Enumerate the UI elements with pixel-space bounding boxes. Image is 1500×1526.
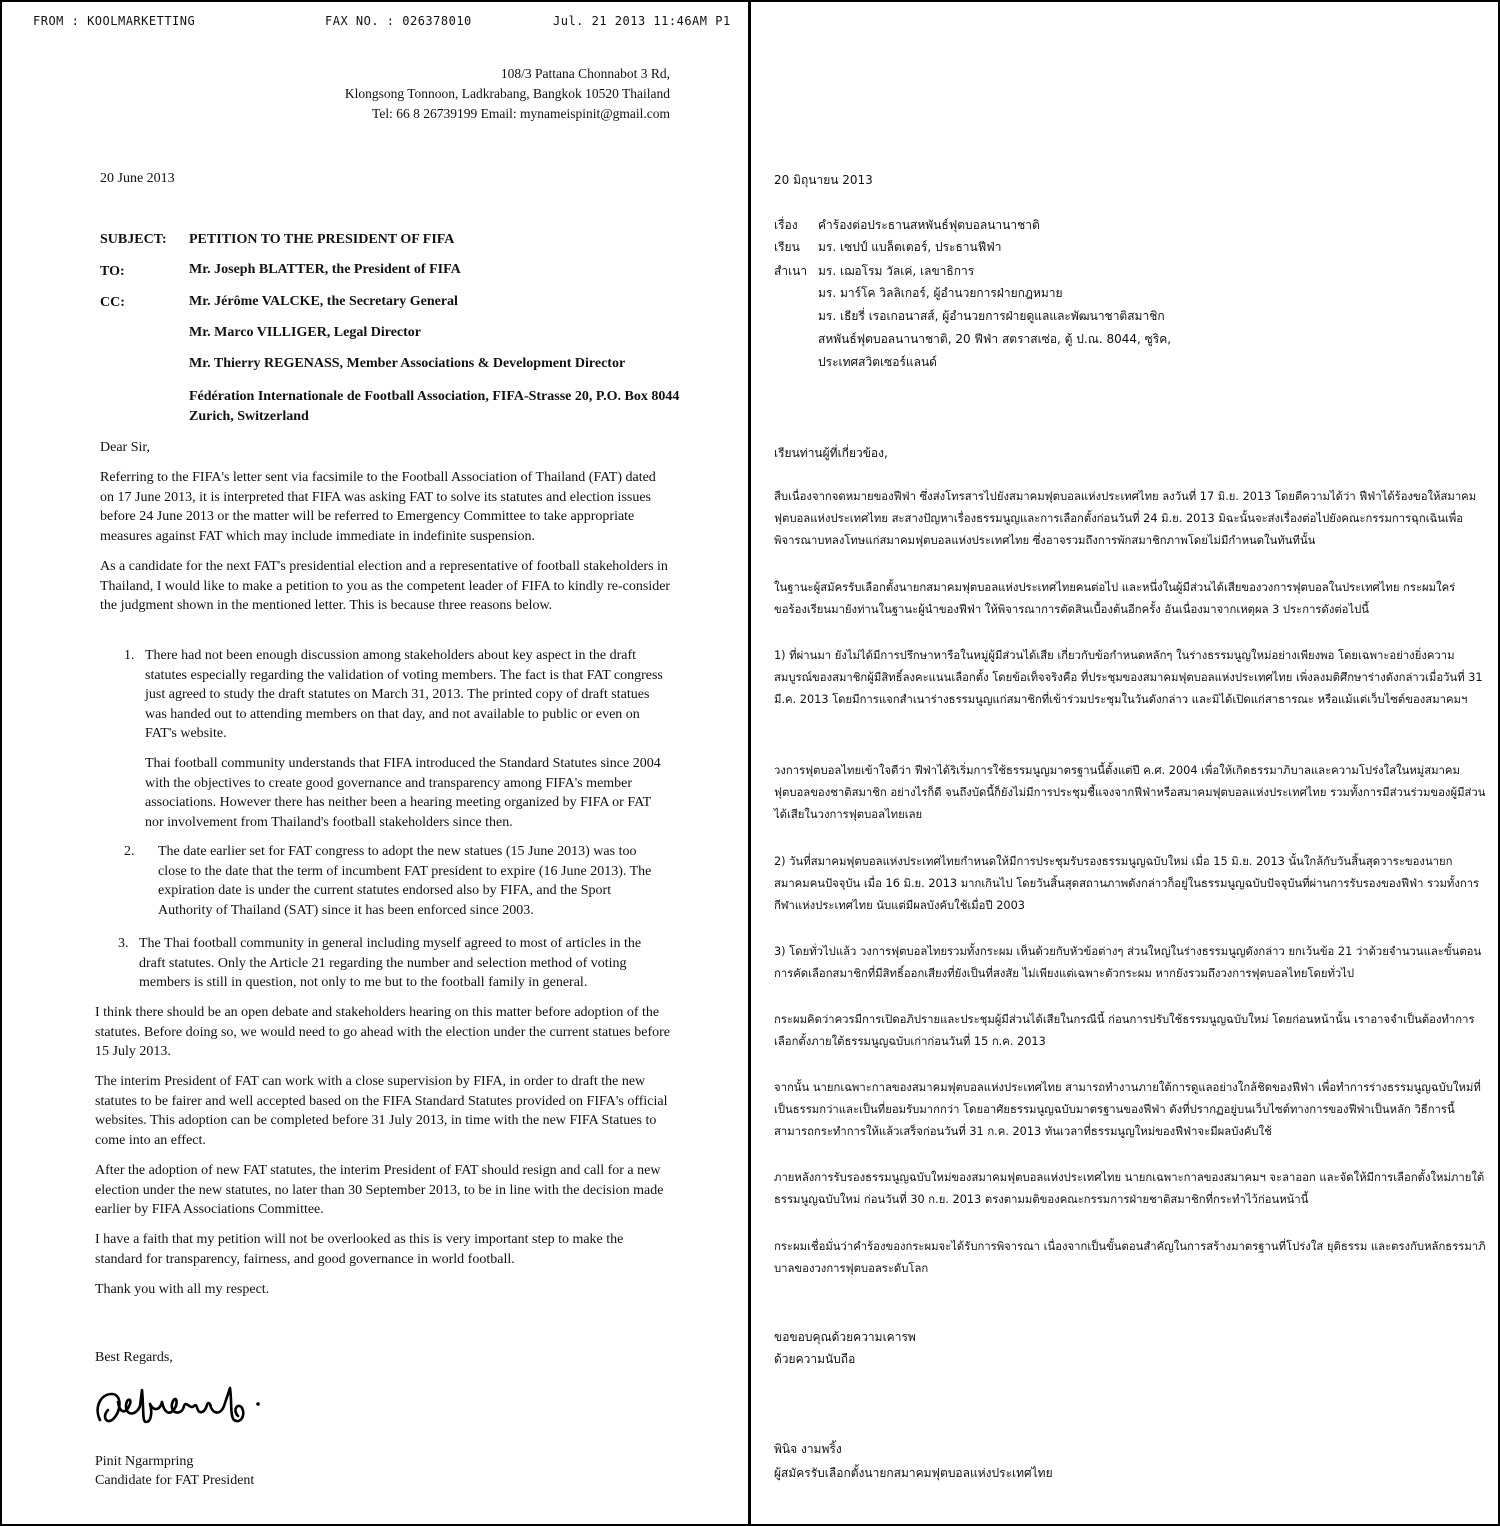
thai-signer-name: พินิจ งามพริ้ง	[774, 1442, 842, 1456]
thai-letter	[751, 0, 1500, 1526]
signer-name: Pinit Ngarmpring	[95, 1454, 194, 1469]
thai-reason-1: 1) ที่ผ่านมา ยังไม่ได้มีการปรึกษาหารือในหมู่ผู้มีส่วนได้เสีย เกี่ยวกับข้อกำหนดหลักๆ ในร่างธรรมนูญใหม่อย่างเพียงพอ โดยเฉพาะอย่างยิ่งความสมบูรณ์ของสมาชิกผู้มีสิทธิ์ลงคะแนนเลือกตั้ง โดยข้อเท็จจริงคือ ที่ประชุมของสมาคมฟุตบอลแห่งประเทศไทย เพิ่งลงมติศึกษาร่างดังกล่าวเมื่อวันที่ 31 มี.ค. 2013 โดยมีการแจกสำเนาร่างธรรมนูญแก่สมาชิกที่เข้าร่วมประชุมในวันดังกล่าว และมิได้เปิดแก่สาธารณะ หรือแม้แต่เว็บไซต์ของสมาคมฯ	[774, 649, 1483, 706]
closing: Best Regards,	[95, 1350, 173, 1365]
thai-paragraph-petition: ในฐานะผู้สมัครรับเลือกตั้งนายกสมาคมฟุตบอลแห่งประเทศไทยคนต่อไป และหนึ่งในผู้มีส่วนได้เสียของวงการฟุตบอลในประเทศไทย กระผมใคร่ขอร้องเรียนมายังท่านในฐานะผู้นำของฟีฟ่า ให้พิจารณาการตัดสินเบื้องต้นอีกครั้ง อันเนื่องมาจากเหตุผล 3 ประการดังต่อไปนี้	[774, 581, 1456, 616]
thai-cc-country: ประเทศสวิตเซอร์แลนด์	[818, 355, 937, 369]
cc-recipient: Mr. Jérôme VALCKE, the Secretary General	[189, 294, 458, 309]
list-number: 2.	[124, 844, 135, 859]
thai-subject-label: เรื่อง	[774, 218, 798, 232]
thai-to: มร. เซปป์ แบล็ตเตอร์, ประธานฟีฟ่า	[818, 240, 1002, 254]
address-line: Tel: 66 8 26739199 Email: mynameispinit@gmail.com	[372, 106, 670, 121]
reason-1: There had not been enough discussion among stakeholders about key aspect in the draft statutes especially regarding the validation of voting members. The fact is that FAT congress just agreed to study the draft statutes on March 31, 2013. The printed copy of draft statues was handed out to attending members on that day, and not available to public or even on FAT's website.	[145, 648, 663, 741]
thai-date: 20 มิถุนายน 2013	[774, 173, 873, 187]
cc-recipient: Mr. Marco VILLIGER, Legal Director	[189, 325, 422, 340]
cc-organization: Fédération Internationale de Football Association, FIFA-Strasse 20, P.O. Box 8044 Zurich, Switzerland	[189, 389, 680, 424]
subject-label: SUBJECT:	[100, 232, 167, 247]
thai-reason-3: 3) โดยทั่วไปแล้ว วงการฟุตบอลไทยรวมทั้งกระผม เห็นด้วยกับหัวข้อต่างๆ ส่วนใหญ่ในร่างธรรมนูญดังกล่าว ยกเว้นข้อ 21 ว่าด้วยจำนวนและขั้นตอนการคัดเลือกสมาชิกที่มีสิทธิ์ออกเสียงที่ยังเป็นที่สงสัย ไม่เพียงแต่เฉพาะตัวกระผม หากยังรวมถึงวงการฟุตบอลไทยโดยทั่วไป	[774, 945, 1482, 980]
fax-from: FROM : KOOLMARKETTING	[33, 14, 196, 28]
to-recipient: Mr. Joseph BLATTER, the President of FIFA	[189, 262, 461, 277]
thai-subject: คำร้องต่อประธานสหพันธ์ฟุตบอลนานาชาติ	[818, 218, 1040, 232]
fax-date: Jul. 21 2013 11:46AM P1	[553, 14, 731, 28]
letter-date: 20 June 2013	[100, 171, 175, 186]
salutation: Dear Sir,	[100, 440, 150, 455]
address-line: 108/3 Pattana Chonnabot 3 Rd,	[500, 66, 670, 81]
thai-signer-title: ผู้สมัครรับเลือกตั้งนายกสมาคมฟุตบอลแห่งประเทศไทย	[774, 1466, 1053, 1480]
to-label: TO:	[100, 264, 125, 279]
thai-paragraph-election: ภายหลังการรับรองธรรมนูญฉบับใหม่ของสมาคมฟุตบอลแห่งประเทศไทย นายกเฉพาะกาลของสมาคมฯ จะลาออก และจัดให้มีการเลือกตั้งใหม่ภายใต้ธรรมนูญฉบับใหม่ ก่อนวันที่ 30 ก.ย. 2013 ตรงตามมติของคณะกรรมการฝ่ายชาติสมาชิกที่กระทำไว้ก่อนหน้านี้	[774, 1171, 1485, 1206]
paragraph-debate: I think there should be an open debate and stakeholders hearing on this matter before adoption of the statutes. Before doing so, we would need to go ahead with the election under the current statues before 15 July 2013.	[95, 1005, 670, 1059]
thanks-line: Thank you with all my respect.	[95, 1282, 270, 1297]
english-letter	[0, 0, 748, 1526]
thai-cc-recipient: มร. มาร์โค วิลลิเกอร์, ผู้อำนวยการฝ่ายกฎหมาย	[818, 286, 1063, 300]
thai-reason-2: 2) วันที่สมาคมฟุตบอลแห่งประเทศไทยกำหนดให้มีการประชุมรับรองธรรมนูญฉบับใหม่ เมื่อ 15 มิ.ย. 2013 นั้นใกล้กับวันสิ้นสุดวาระของนายกสมาคมคนปัจจุบัน เมื่อ 16 มิ.ย. 2013 มากเกินไป โดยวันสิ้นสุดสถานภาพดังกล่าวก็อยู่ในธรรมนูญฉบับปัจจุบันที่ผ่านการรับรองของฟีฟ่า รวมทั้งการกีฬาแห่งประเทศไทย นับแต่มีผลบังคับใช้เมื่อปี 2003	[774, 855, 1480, 912]
reason-1-continued: Thai football community understands that FIFA introduced the Standard Statutes since 2004 with the objectives to create good governance and transparency among FIFA's member associations. However there has neither been a hearing meeting organized by FIFA or FAT nor involvement from Thailand's football stakeholders since then.	[145, 756, 661, 830]
thai-reason-1-continued: วงการฟุตบอลไทยเข้าใจดีว่า ฟีฟ่าได้ริเริ่มการใช้ธรรมนูญมาตรฐานนี้ตั้งแต่ปี ค.ศ. 2004 เพื่อให้เกิดธรรมาภิบาลและความโปร่งใสในหมู่สมาคมฟุตบอลของชาติสมาชิก อย่างไรก็ดี จนถึงบัดนี้ก็ยังไม่มีการประชุมชี้แจงจากฟีฟ่าหรือสมาคมฟุตบอลแห่งประเทศไทย รวมทั้งการมีส่วนร่วมของผู้มีส่วนได้เสียในวงการฟุตบอลไทยเลย	[774, 764, 1486, 821]
address-line: Klongsong Tonnoon, Ladkrabang, Bangkok 10520 Thailand	[344, 86, 670, 101]
reason-3: The Thai football community in general including myself agreed to most of articles in the draft statutes. Only the Article 21 regarding the number and selection method of voting members is still in question, not only to me but to the football family in general.	[139, 936, 642, 990]
reason-2: The date earlier set for FAT congress to adopt the new statues (15 June 2013) was too close to the date that the term of incumbent FAT president to expire (16 June 2013). The expiration date is under the current statutes endorsed also by FIFA, and the Sport Authority of Thailand (SAT) since it has been enforced since 2003.	[158, 844, 652, 918]
sender-address	[250, 64, 670, 124]
thai-closing: ด้วยความนับถือ	[774, 1352, 856, 1366]
thai-to-label: เรียน	[774, 240, 800, 254]
handwritten-signature	[92, 1380, 267, 1440]
list-number: 3.	[118, 936, 129, 951]
thai-thanks: ขอขอบคุณด้วยความเคารพ	[774, 1330, 916, 1344]
paragraph-election: After the adoption of new FAT statutes, the interim President of FAT should resign and call for a new election under the new statutes, no later than 30 September 2013, to be in line with the decision made earlier by FIFA Associations Committee.	[95, 1163, 664, 1217]
cc-recipient: Mr. Thierry REGENASS, Member Associations & Development Director	[189, 356, 626, 371]
list-number: 1.	[124, 648, 135, 663]
thai-paragraph-interim: จากนั้น นายกเฉพาะกาลของสมาคมฟุตบอลแห่งประเทศไทย สามารถทำงานภายใต้การดูแลอย่างใกล้ชิดของฟีฟ่า เพื่อทำการร่างธรรมนูญฉบับใหม่ที่เป็นธรรมกว่าและเป็นที่ยอมรับมากกว่า โดยอาศัยธรรมนูญฉบับมาตรฐานของฟีฟ่า ดังที่ปรากฏอยู่บนเว็บไซต์ทางการของฟีฟ่าเป็นหลัก วิธีการนี้สามารถกระทำการให้แล้วเสร็จก่อนวันที่ 31 ก.ค. 2013 ทันเวลาที่ธรรมนูญใหม่ของฟีฟ่าจะมีผลบังคับใช้	[774, 1081, 1481, 1138]
thai-salutation: เรียนท่านผู้ที่เกี่ยวข้อง,	[774, 446, 888, 460]
fax-number: FAX NO. : 026378010	[325, 14, 472, 28]
paragraph-faith: I have a faith that my petition will not be overlooked as this is very important step to make the standard for transparency, fairness, and good governance in world football.	[95, 1232, 624, 1267]
thai-paragraph-intro: สืบเนื่องจากจดหมายของฟีฟ่า ซึ่งส่งโทรสารไปยังสมาคมฟุตบอลแห่งประเทศไทย ลงวันที่ 17 มิ.ย. 2013 โดยตีความได้ว่า ฟีฟ่าได้ร้องขอให้สมาคมฟุตบอลแห่งประเทศไทย สะสางปัญหาเรื่องธรรมนูญและการเลือกตั้งก่อนวันที่ 24 มิ.ย. 2013 มิฉะนั้นจะส่งเรื่องต่อไปยังคณะกรรมการฉุกเฉินเพื่อพิจารณาบทลงโทษแก่สมาคมฟุตบอลแห่งประเทศไทย ซึ่งอาจรวมถึงการพักสมาชิกภาพโดยไม่มีกำหนดในทันทีนั้น	[774, 490, 1477, 547]
thai-cc-label: สำเนา	[774, 264, 808, 278]
subject-text: PETITION TO THE PRESIDENT OF FIFA	[189, 232, 455, 247]
thai-cc-recipient: มร. เธียรี่ เรอเกอนาสส์, ผู้อำนวยการฝ่ายดูแลและพัฒนาชาติสมาชิก	[818, 309, 1165, 323]
thai-cc-organization: สหพันธ์ฟุตบอลนานาชาติ, 20 ฟีฟ่า สตราสเซ่อ, ตู้ ป.ณ. 8044, ซูริค,	[818, 332, 1172, 346]
thai-paragraph-debate: กระผมคิดว่าควรมีการเปิดอภิปรายและประชุมผู้มีส่วนได้เสียในกรณีนี้ ก่อนการปรับใช้ธรรมนูญฉบับใหม่ โดยก่อนหน้านั้น เราอาจจำเป็นต้องทำการเลือกตั้งภายใต้ธรรมนูญฉบับเก่าก่อนวันที่ 15 ก.ค. 2013	[774, 1013, 1475, 1048]
thai-cc-recipient: มร. เฌอโรม วัลเค่, เลขาธิการ	[818, 264, 975, 278]
paragraph-petition: As a candidate for the next FAT's presidential election and a representative of football stakeholders in Thailand, I would like to make a petition to you as the competent leader of FIFA to kindly re-consider the judgment shown in the mentioned letter. This is because three reasons below.	[100, 559, 671, 613]
paragraph-intro: Referring to the FIFA's letter sent via facsimile to the Football Association of Thailand (FAT) dated on 17 June 2013, it is interpreted that FIFA was asking FAT to solve its statutes and election issues before 24 June 2013 or the matter will be referred to Emergency Committee to take appropriate measures against FAT which may include immediate in indefinite suspension.	[100, 470, 656, 544]
signer-title: Candidate for FAT President	[95, 1473, 255, 1488]
thai-paragraph-faith: กระผมเชื่อมั่นว่าคำร้องของกระผมจะได้รับการพิจารณา เนื่องจากเป็นขั้นตอนสำคัญในการสร้างมาตรฐานที่โปร่งใส ยุติธรรม และตรงกับหลักธรรมาภิบาลของวงการฟุตบอลระดับโลก	[774, 1240, 1486, 1275]
paragraph-interim: The interim President of FAT can work with a close supervision by FIFA, in order to draft the new statutes to be fairer and well accepted based on the FIFA Standard Statutes provided on FIFA's official websites. This adoption can be completed before 31 July 2013, in time with the new FIFA Statues to come into an effect.	[95, 1074, 668, 1148]
cc-label: CC:	[100, 295, 125, 310]
